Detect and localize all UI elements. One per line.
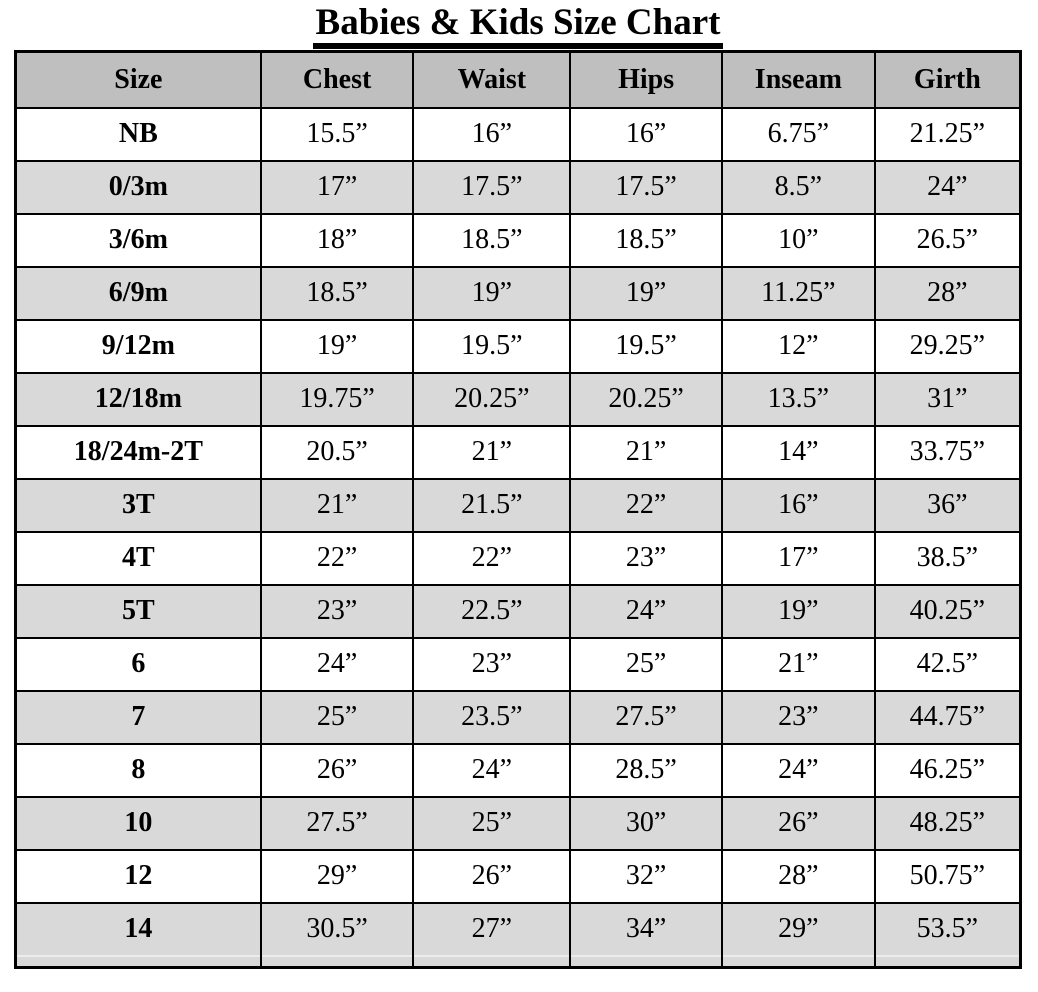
measurement-cell: 26” — [413, 850, 570, 903]
measurement-cell: 19” — [722, 585, 875, 638]
measurement-cell: 36” — [875, 479, 1021, 532]
column-header-waist: Waist — [413, 51, 570, 108]
measurement-cell: 18.5” — [570, 214, 722, 267]
size-cell: 7 — [16, 691, 261, 744]
size-cell: 12/18m — [16, 373, 261, 426]
measurement-cell: 21” — [261, 479, 414, 532]
size-cell: 9/12m — [16, 320, 261, 373]
measurement-cell: 19” — [570, 267, 722, 320]
table-row — [16, 267, 1021, 320]
table-row — [16, 638, 1021, 691]
table-body — [16, 108, 1021, 968]
partial-cell — [261, 956, 414, 968]
size-cell: NB — [16, 108, 261, 161]
column-header-hips: Hips — [570, 51, 722, 108]
measurement-cell: 27” — [413, 903, 570, 956]
measurement-cell: 17.5” — [413, 161, 570, 214]
measurement-cell: 12” — [722, 320, 875, 373]
size-cell: 18/24m-2T — [16, 426, 261, 479]
size-cell: 12 — [16, 850, 261, 903]
header-row — [16, 51, 1021, 108]
measurement-cell: 30” — [570, 797, 722, 850]
measurement-cell: 19.5” — [570, 320, 722, 373]
measurement-cell: 18.5” — [413, 214, 570, 267]
measurement-cell: 34” — [570, 903, 722, 956]
table-row — [16, 797, 1021, 850]
measurement-cell: 21” — [413, 426, 570, 479]
table-row — [16, 585, 1021, 638]
measurement-cell: 10” — [722, 214, 875, 267]
measurement-cell: 6.75” — [722, 108, 875, 161]
measurement-cell: 19.5” — [413, 320, 570, 373]
measurement-cell: 26” — [722, 797, 875, 850]
measurement-cell: 14” — [722, 426, 875, 479]
partial-cell — [722, 956, 875, 968]
measurement-cell: 17” — [722, 532, 875, 585]
measurement-cell: 29.25” — [875, 320, 1021, 373]
measurement-cell: 21.5” — [413, 479, 570, 532]
measurement-cell: 25” — [570, 638, 722, 691]
measurement-cell: 19” — [413, 267, 570, 320]
measurement-cell: 8.5” — [722, 161, 875, 214]
measurement-cell: 21” — [570, 426, 722, 479]
measurement-cell: 17.5” — [570, 161, 722, 214]
measurement-cell: 18.5” — [261, 267, 414, 320]
size-cell: 14 — [16, 903, 261, 956]
measurement-cell: 24” — [570, 585, 722, 638]
measurement-cell: 23” — [570, 532, 722, 585]
measurement-cell: 46.25” — [875, 744, 1021, 797]
table-row — [16, 532, 1021, 585]
page-title-text: Babies & Kids Size Chart — [313, 2, 724, 49]
measurement-cell: 26” — [261, 744, 414, 797]
measurement-cell: 28.5” — [570, 744, 722, 797]
table-row — [16, 691, 1021, 744]
measurement-cell: 38.5” — [875, 532, 1021, 585]
column-header-size: Size — [16, 51, 261, 108]
size-cell: 6/9m — [16, 267, 261, 320]
measurement-cell: 23” — [261, 585, 414, 638]
measurement-cell: 23.5” — [413, 691, 570, 744]
page-title — [14, 2, 1022, 49]
measurement-cell: 28” — [722, 850, 875, 903]
measurement-cell: 22” — [570, 479, 722, 532]
measurement-cell: 24” — [875, 161, 1021, 214]
measurement-cell: 16” — [722, 479, 875, 532]
measurement-cell: 18” — [261, 214, 414, 267]
table-row — [16, 320, 1021, 373]
measurement-cell: 44.75” — [875, 691, 1021, 744]
measurement-cell: 16” — [570, 108, 722, 161]
measurement-cell: 23” — [413, 638, 570, 691]
measurement-cell: 19.75” — [261, 373, 414, 426]
table-row — [16, 373, 1021, 426]
size-cell: 3T — [16, 479, 261, 532]
table-row — [16, 214, 1021, 267]
measurement-cell: 50.75” — [875, 850, 1021, 903]
column-header-inseam: Inseam — [722, 51, 875, 108]
table-row — [16, 479, 1021, 532]
measurement-cell: 20.25” — [570, 373, 722, 426]
table-row — [16, 426, 1021, 479]
column-header-chest: Chest — [261, 51, 414, 108]
measurement-cell: 23” — [722, 691, 875, 744]
size-cell: 10 — [16, 797, 261, 850]
measurement-cell: 20.25” — [413, 373, 570, 426]
measurement-cell: 27.5” — [261, 797, 414, 850]
measurement-cell: 19” — [261, 320, 414, 373]
measurement-cell: 20.5” — [261, 426, 414, 479]
measurement-cell: 21” — [722, 638, 875, 691]
measurement-cell: 25” — [413, 797, 570, 850]
table-row — [16, 744, 1021, 797]
table-row — [16, 161, 1021, 214]
measurement-cell: 31” — [875, 373, 1021, 426]
measurement-cell: 33.75” — [875, 426, 1021, 479]
partial-cell — [570, 956, 722, 968]
measurement-cell: 24” — [722, 744, 875, 797]
measurement-cell: 25” — [261, 691, 414, 744]
measurement-cell: 40.25” — [875, 585, 1021, 638]
measurement-cell: 22” — [261, 532, 414, 585]
size-cell: 8 — [16, 744, 261, 797]
size-cell: 0/3m — [16, 161, 261, 214]
size-cell: 4T — [16, 532, 261, 585]
measurement-cell: 48.25” — [875, 797, 1021, 850]
table-row — [16, 903, 1021, 956]
measurement-cell: 29” — [261, 850, 414, 903]
measurement-cell: 28” — [875, 267, 1021, 320]
partial-cell — [413, 956, 570, 968]
measurement-cell: 13.5” — [722, 373, 875, 426]
table-row — [16, 850, 1021, 903]
measurement-cell: 15.5” — [261, 108, 414, 161]
size-cell: 5T — [16, 585, 261, 638]
measurement-cell: 21.25” — [875, 108, 1021, 161]
size-cell: 3/6m — [16, 214, 261, 267]
measurement-cell: 24” — [261, 638, 414, 691]
measurement-cell: 17” — [261, 161, 414, 214]
measurement-cell: 16” — [413, 108, 570, 161]
measurement-cell: 30.5” — [261, 903, 414, 956]
measurement-cell: 32” — [570, 850, 722, 903]
size-cell: 6 — [16, 638, 261, 691]
measurement-cell: 11.25” — [722, 267, 875, 320]
partial-cell — [875, 956, 1021, 968]
measurement-cell: 42.5” — [875, 638, 1021, 691]
size-chart-table — [14, 50, 1022, 969]
measurement-cell: 22” — [413, 532, 570, 585]
table-row — [16, 108, 1021, 161]
measurement-cell: 26.5” — [875, 214, 1021, 267]
column-header-girth: Girth — [875, 51, 1021, 108]
measurement-cell: 53.5” — [875, 903, 1021, 956]
partial-bottom-row — [16, 956, 1021, 968]
measurement-cell: 27.5” — [570, 691, 722, 744]
measurement-cell: 29” — [722, 903, 875, 956]
measurement-cell: 22.5” — [413, 585, 570, 638]
measurement-cell: 24” — [413, 744, 570, 797]
partial-cell — [16, 956, 261, 968]
